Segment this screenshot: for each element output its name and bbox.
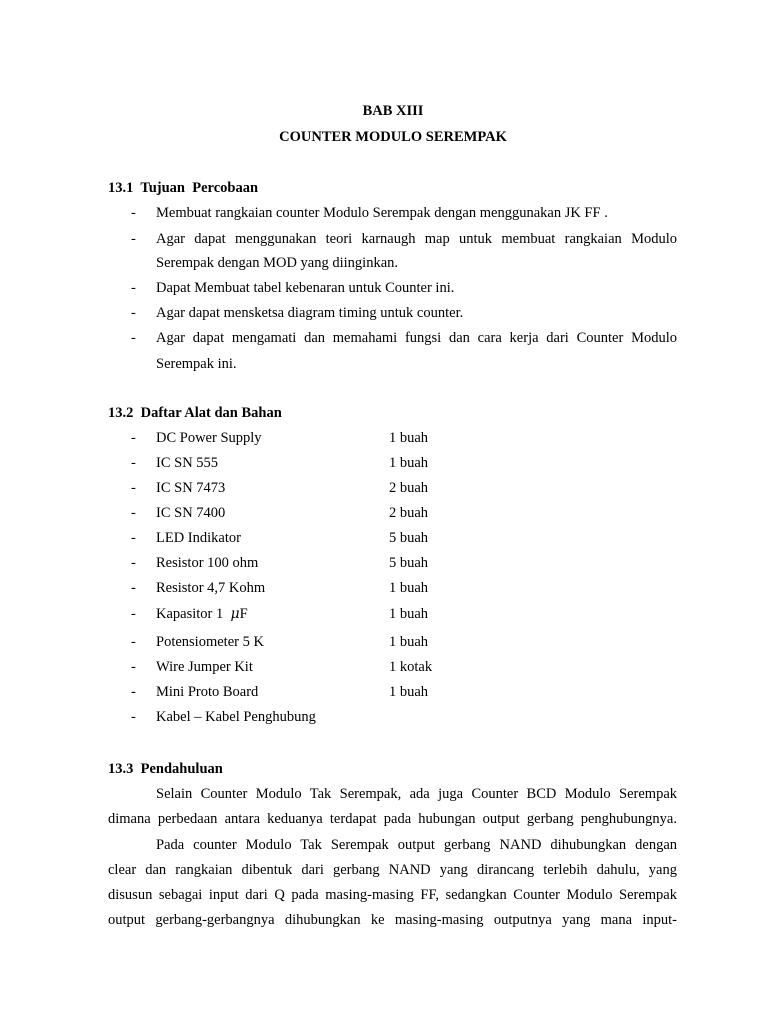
equipment-qty: 1 buah — [389, 455, 429, 471]
paragraph-line: Selain Counter Modulo Tak Serempak, ada juga Counter BCD Modulo Serempak — [156, 786, 677, 802]
bullet-dash: - — [131, 330, 136, 346]
equipment-qty: 2 buah — [389, 505, 429, 521]
equipment-name: IC SN 555 — [156, 455, 219, 471]
section-heading-pendahuluan: 13.3 Pendahuluan — [108, 761, 223, 777]
list-item-text: Serempak dengan MOD yang diinginkan. — [156, 255, 399, 271]
equipment-name: IC SN 7400 — [156, 505, 226, 521]
bullet-dash: - — [131, 684, 136, 700]
chapter-title: BAB XIII — [362, 103, 424, 119]
paragraph-line: disusun sebagai input dari Q pada masing-masing FF, sedangkan Counter Modulo Serempak — [108, 887, 677, 903]
bullet-dash: - — [131, 480, 136, 496]
equipment-qty: 5 buah — [389, 555, 429, 571]
equipment-name: Mini Proto Board — [156, 684, 259, 700]
equipment-name: Potensiometer 5 K — [156, 634, 264, 650]
bullet-dash: - — [131, 580, 136, 596]
equipment-qty: 1 buah — [389, 580, 429, 596]
section-heading-tujuan: 13.1 Tujuan Percobaan — [108, 180, 259, 196]
bullet-dash: - — [131, 709, 136, 725]
bullet-dash: - — [131, 280, 136, 296]
list-item-text: Membuat rangkaian counter Modulo Serempak dengan menggunakan JK FF . — [156, 205, 608, 221]
bullet-dash: - — [131, 231, 136, 247]
equipment-qty: 1 buah — [389, 430, 429, 446]
paragraph-line: output gerbang-gerbangnya dihubungkan ke masing-masing outputnya yang mana input- — [108, 912, 677, 928]
equipment-name: Kabel – Kabel Penghubung — [156, 709, 316, 725]
bullet-dash: - — [131, 205, 136, 221]
capacitor-unit: F — [239, 606, 248, 622]
equipment-name: Resistor 100 ohm — [156, 555, 259, 571]
paragraph-line: clear dan rangkaian dibentuk dari gerbang NAND yang dirancang terlebih dahulu, yang — [108, 862, 677, 878]
list-item-text: Agar dapat mengamati dan memahami fungsi dan cara kerja dari Counter Modulo — [156, 330, 677, 346]
bullet-dash: - — [131, 455, 136, 471]
equipment-name — [156, 606, 248, 623]
equipment-name: LED Indikator — [156, 530, 241, 546]
bullet-dash: - — [131, 634, 136, 650]
equipment-qty: 2 buah — [389, 480, 429, 496]
bullet-dash: - — [131, 659, 136, 675]
list-item-text: Agar dapat menggunakan teori karnaugh map untuk membuat rangkaian Modulo — [156, 231, 677, 247]
equipment-qty: 5 buah — [389, 530, 429, 546]
bullet-dash: - — [131, 530, 136, 546]
bullet-dash: - — [131, 606, 136, 622]
equipment-name: Resistor 4,7 Kohm — [156, 580, 266, 596]
capacitor-label: Kapasitor 1 — [156, 606, 224, 622]
equipment-qty: 1 buah — [389, 684, 429, 700]
equipment-name: DC Power Supply — [156, 430, 262, 446]
bullet-dash: - — [131, 555, 136, 571]
equipment-name: IC SN 7473 — [156, 480, 226, 496]
equipment-qty: 1 kotak — [389, 659, 433, 675]
bullet-dash: - — [131, 505, 136, 521]
micro-symbol: μ — [230, 606, 240, 622]
list-item-text: Serempak ini. — [156, 356, 237, 372]
chapter-subtitle: COUNTER MODULO SEREMPAK — [279, 129, 507, 145]
bullet-dash: - — [131, 430, 136, 446]
list-item-text: Agar dapat mensketsa diagram timing untuk counter. — [156, 305, 464, 321]
equipment-qty: 1 buah — [389, 606, 429, 622]
bullet-dash: - — [131, 305, 136, 321]
paragraph-line: Pada counter Modulo Tak Serempak output gerbang NAND dihubungkan dengan — [156, 837, 677, 853]
list-item-text: Dapat Membuat tabel kebenaran untuk Counter ini. — [156, 280, 455, 296]
equipment-name: Wire Jumper Kit — [156, 659, 253, 675]
paragraph-line: dimana perbedaan antara keduanya terdapat pada hubungan output gerbang penghubungnya. — [108, 811, 677, 827]
equipment-qty: 1 buah — [389, 634, 429, 650]
section-heading-daftar-alat: 13.2 Daftar Alat dan Bahan — [108, 405, 282, 421]
